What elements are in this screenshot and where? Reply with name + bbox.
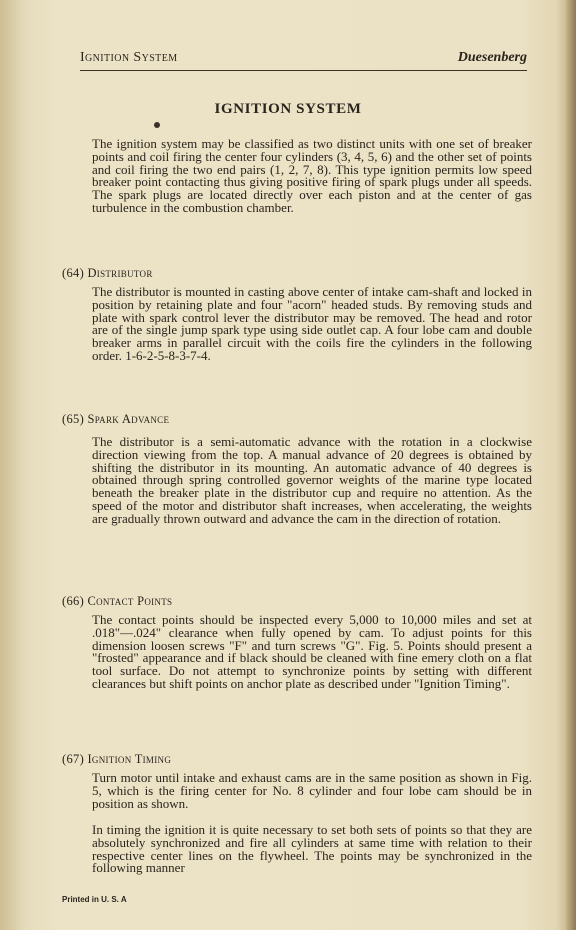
- header-section-title: Ignition System: [80, 50, 178, 65]
- section-heading-ignition-timing: (67) Ignition Timing: [62, 752, 172, 766]
- page-edge: [566, 0, 576, 930]
- printed-in-footer: Printed in U. S. A: [62, 895, 127, 904]
- running-header: [80, 50, 527, 71]
- ink-dot: [154, 122, 160, 128]
- section-heading-distributor: (64) Distributor: [62, 266, 153, 280]
- section-text-ignition-timing-cont: In timing the ignition it is quite necessary to set both sets of points so that they are absolutely synchronized and fire all cylinders at same time with relation to their respective center lines on the flywheel. The points may be synchronized in the following manner: [92, 822, 532, 876]
- section-text-distributor: The distributor is mounted in casting above center of intake cam-shaft and locked in position by retaining plate and four "acorn" headed studs. By removing studs and plate with spark control lever the distributor may be removed. The head and rotor are of the single jump spark type using side outlet cap. A four lobe cam and double breaker arms in parallel circuit with the coils fire the cylinders in the following order. 1-6-2-5-8-3-7-4.: [92, 284, 532, 363]
- section-heading-contact-points: (66) Contact Points: [62, 594, 173, 608]
- section-text-spark-advance: The distributor is a semi-automatic advance with the rotation in a clockwise direction viewing from the top. A manual advance of 20 degrees is obtained by shifting the distributor in its mounting. An automatic advance of 40 degrees is obtained through spring controlled governor weights of the marine type located beneath the breaker plate in the distributor cup and require no attention. As the speed of the motor and distributor shaft increases, when accelerating, the weights are gradually thrown outward and advance the cam in the direction of rotation.: [92, 434, 532, 526]
- intro-paragraph: The ignition system may be classified as two distinct units with one set of breaker points and coil firing the center four cylinders (3, 4, 5, 6) and the other set of points and coil firing the two end pairs (1, 2, 7, 8). This type ignition permits low speed breaker point contacting thus giving positive firing of spark plugs under all speeds. The spark plugs are located directly over each piston and at the center of gas turbulence in the combustion chamber.: [92, 136, 532, 215]
- header-brand: Duesenberg: [457, 50, 527, 65]
- section-text-ignition-timing: Turn motor until intake and exhaust cams are in the same position as shown in Fig. 5, which is the firing center for No. 8 cylinder and four lobe cam should be in position as shown.: [92, 770, 532, 811]
- page-title: IGNITION SYSTEM: [214, 101, 362, 117]
- section-text-contact-points: The contact points should be inspected every 5,000 to 10,000 miles and set at .018"—.024" clearance when fully opened by cam. To adjust points for this dimension loosen screws "F" and turn screws "G". Fig. 5. Points should present a "frosted" appearance and if black should be cleaned with fine emery cloth on a flat tool surface. Do not attempt to synchronize points by setting with different clearances but shift points on anchor plate as described under "Ignition Timing".: [92, 612, 532, 691]
- section-heading-spark-advance: (65) Spark Advance: [62, 412, 170, 426]
